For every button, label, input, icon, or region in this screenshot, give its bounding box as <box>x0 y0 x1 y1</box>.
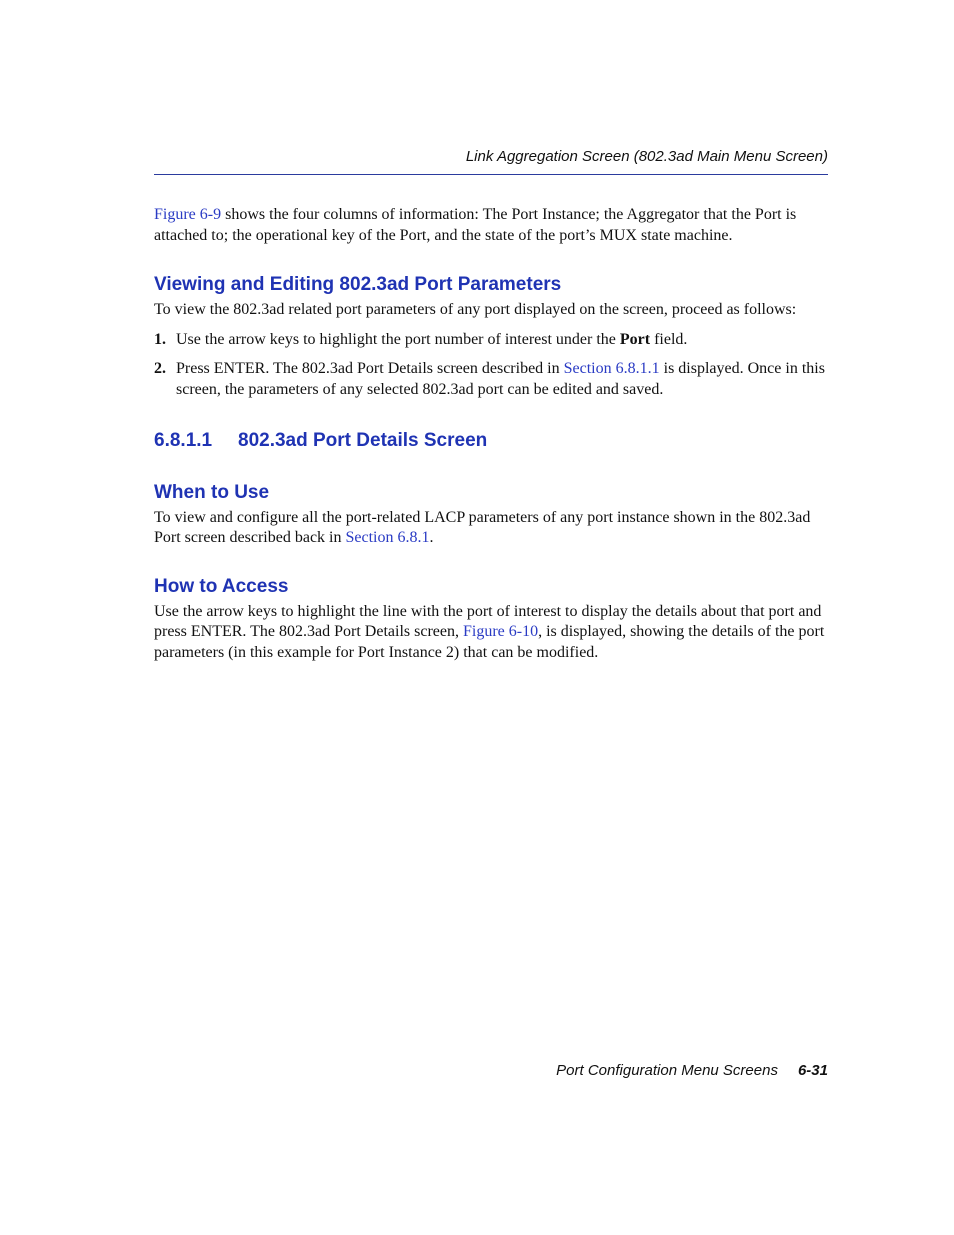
when-to-use-heading: When to Use <box>154 481 270 503</box>
section-6-8-1-1-link[interactable]: Section 6.8.1.1 <box>563 360 660 378</box>
intro-text: shows the four columns of information: The Port Instance; the Aggregator that the Port is attached to; the operational key of the Port, and the state of the port’s MUX state machine. <box>154 206 797 244</box>
running-header-title: Link Aggregation Screen (802.3ad Main Menu Screen) <box>465 148 828 165</box>
step-number: 1. <box>154 330 166 348</box>
step-text-before: Use the arrow keys to highlight the port number of interest under the <box>176 330 620 348</box>
page-body <box>154 205 828 664</box>
when-to-use-text: To view and configure all the port-related LACP parameters of any port instance shown in the 802.3ad Port screen described back in <box>154 508 811 547</box>
port-field-label: Port <box>619 330 651 348</box>
how-to-access-paragraph <box>154 602 828 664</box>
viewing-steps-list <box>154 330 828 401</box>
running-footer <box>154 1062 828 1080</box>
section-6-8-1-link[interactable]: Section 6.8.1 <box>345 529 430 547</box>
page-number: 6-31 <box>797 1062 828 1079</box>
viewing-paragraph: To view the 802.3ad related port parameters of any port displayed on the screen, proceed as follows: <box>154 301 797 319</box>
how-to-access-heading: How to Access <box>154 575 289 597</box>
section-heading <box>154 430 828 452</box>
intro-paragraph <box>154 205 828 246</box>
viewing-heading: Viewing and Editing 802.3ad Port Parameters <box>154 274 562 296</box>
list-item <box>154 359 828 400</box>
when-to-use-paragraph <box>154 508 828 549</box>
step-text-before: Press ENTER. The 802.3ad Port Details screen described in <box>176 360 564 378</box>
footer-title: Port Configuration Menu Screens <box>556 1062 778 1079</box>
section-title: 802.3ad Port Details Screen <box>238 429 488 451</box>
step-number: 2. <box>154 360 166 378</box>
step-text-after: is displayed. Once in this screen, the parameters of any selected 802.3ad port can be edited and saved. <box>176 360 825 398</box>
figure-6-9-link[interactable]: Figure 6-9 <box>154 206 222 223</box>
when-to-use-text-end: . <box>429 529 434 547</box>
section-number: 6.8.1.1 <box>154 429 213 451</box>
header-rule <box>154 174 828 175</box>
step-text-after: field. <box>650 330 688 348</box>
list-item <box>154 330 828 351</box>
figure-6-10-link[interactable]: Figure 6-10 <box>462 623 539 641</box>
how-to-access-text: Use the arrow keys to highlight the line with the port of interest to display the details about that port and press ENTER. The 802.3ad Port Details screen, <box>154 602 822 641</box>
how-to-access-text-end: , is displayed, showing the details of the port parameters (in this example for Port Instance 2) that can be modified. <box>154 623 825 661</box>
